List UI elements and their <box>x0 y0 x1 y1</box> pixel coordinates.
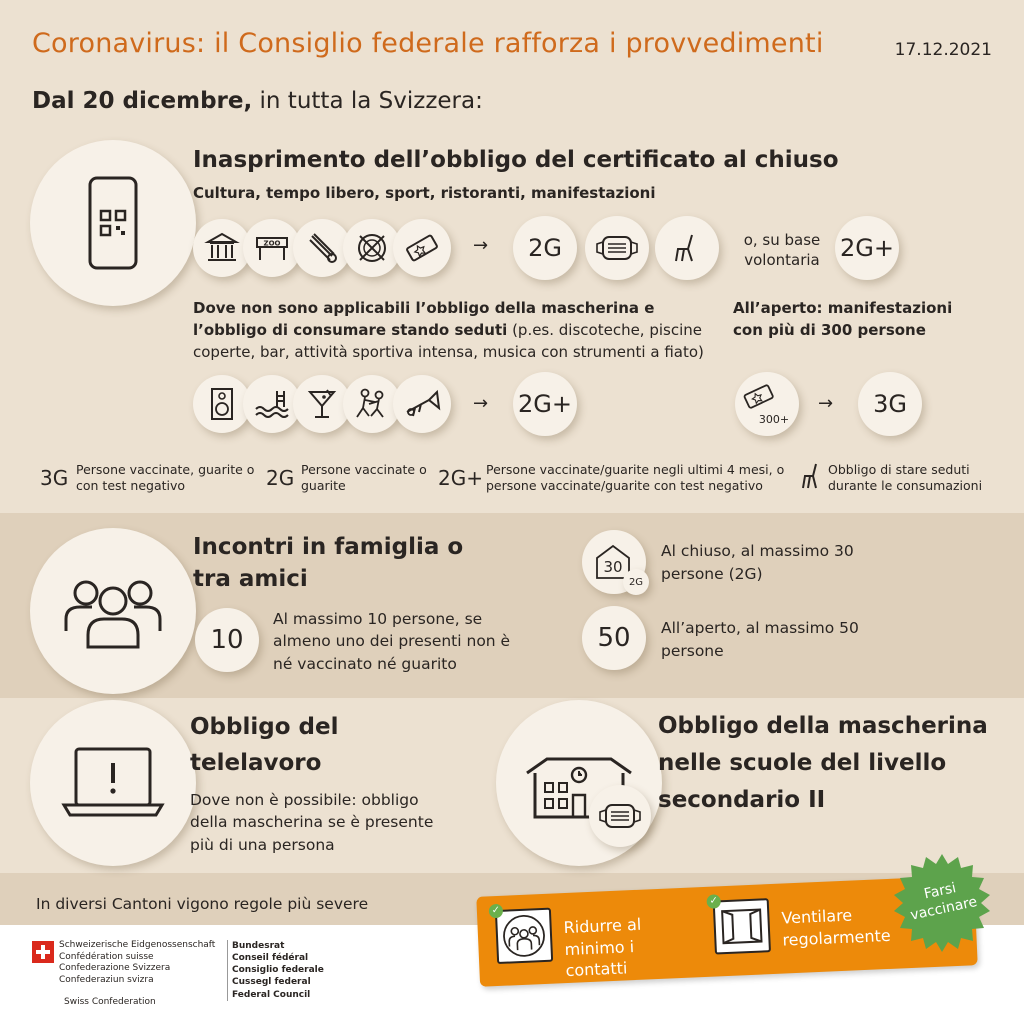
school-mask-heading: Obbligo della mascherina nelle scuole del livello secondario II <box>658 713 988 813</box>
result-2g-plus <box>513 372 577 436</box>
max-10-text: Al massimo 10 persone, se almeno uno dei presenti non è né vaccinato né guarito <box>273 610 511 673</box>
confederation-names <box>59 940 215 987</box>
legend-code-2g: 2G <box>266 466 295 490</box>
page-title: Coronavirus: il Consiglio federale rafforza i provvedimenti <box>32 28 824 59</box>
tip-reduce-contacts: Ridurre al minimo i contatti <box>563 914 642 981</box>
contacts-icon <box>495 908 553 964</box>
legend-text-seated: Obbligo di stare seduti durante le consumazioni <box>828 462 983 494</box>
council-name-de: Bundesrat <box>232 941 285 951</box>
family-heading: Incontri in famiglia o tra amici <box>193 534 464 593</box>
rule2-text <box>193 298 713 363</box>
legend-code-2g-plus: 2G+ <box>438 466 483 490</box>
result-3g <box>858 372 922 436</box>
arrow-icon-3: → <box>818 393 834 414</box>
result-3g-label: 3G <box>873 390 907 418</box>
legend-text-2g-plus: Persone vaccinate/guarite negli ultimi 4 mesi, o persone vaccinate/guarite con test negativo <box>486 462 785 494</box>
confederation-name-rm: Confederaziun svizra <box>59 975 154 986</box>
subtitle-rest: in tutta la Svizzera: <box>252 88 483 114</box>
certificate-subheading: Cultura, tempo libero, sport, ristoranti, manifestazioni <box>193 184 656 202</box>
voluntary-basis-text: o, su base volontaria <box>743 231 821 270</box>
certificate-heading: Inasprimento dell’obbligo del certificato al chiuso <box>193 147 839 173</box>
arrow-icon-2: → <box>473 393 489 414</box>
federal-council-names <box>227 940 324 1001</box>
vaccinate-seal <box>890 852 994 956</box>
chair-icon <box>655 216 719 280</box>
publication-date: 17.12.2021 <box>894 40 992 60</box>
ticket-300-icon <box>735 372 799 436</box>
laptop-warning-icon <box>30 700 196 866</box>
indoor-30-text: Al chiuso, al massimo 30 persone (2G) <box>661 542 854 584</box>
ticket-300-label: 300+ <box>758 413 790 426</box>
school-mask-icon <box>589 785 651 847</box>
tip-ventilate: Ventilare regolarmente <box>781 905 891 950</box>
result-2g-plus-label: 2G+ <box>518 390 572 418</box>
ticket-icon <box>393 219 451 277</box>
result-2g-plus-voluntary <box>835 216 899 280</box>
mask-icon <box>585 216 649 280</box>
council-name-rm: Cussegl federal <box>232 977 311 988</box>
check-icon-2: ✓ <box>706 894 721 909</box>
result-2g-label: 2G <box>528 234 562 262</box>
max-10-label: 10 <box>210 625 244 655</box>
check-icon: ✓ <box>489 904 504 919</box>
zoo-label: ZOO <box>263 239 281 248</box>
house-2g-badge <box>623 569 649 595</box>
confederation-name-it: Confederazione Svizzera <box>59 963 171 974</box>
confederation-name-fr: Confédération suisse <box>59 951 154 962</box>
council-name-it: Consiglio federale <box>232 965 324 976</box>
group-of-people-icon <box>30 528 196 694</box>
swiss-confederation: Swiss Confederation <box>64 997 156 1007</box>
max-50-label: 50 <box>597 623 631 653</box>
legend-code-3g: 3G <box>40 466 69 490</box>
outdoor-events-text: All’aperto: manifestazioni con più di 300 persone <box>733 299 953 339</box>
cantons-note: In diversi Cantoni vigono regole più severe <box>36 895 369 913</box>
result-2g <box>513 216 577 280</box>
subtitle-date: Dal 20 dicembre, <box>32 88 253 114</box>
page-subtitle <box>32 88 483 114</box>
result-2g-plus-voluntary-label: 2G+ <box>840 234 894 262</box>
rule2-text-rest: (p.es. discoteche, piscine coperte, bar, attività sportiva intensa, musica con strumenti a fiato) <box>193 320 704 361</box>
legend-text-2g: Persone vaccinate o guarite <box>301 462 427 494</box>
seal-text: Farsi vaccinare <box>909 880 979 924</box>
legend-text-3g: Persone vaccinate, guarite o con test negativo <box>76 462 255 494</box>
phone-qr-icon <box>30 140 196 306</box>
max-10-badge <box>195 608 259 672</box>
max-50-badge <box>582 606 646 670</box>
telework-heading: Obbligo del telelavoro <box>190 714 339 776</box>
swiss-flag-icon <box>32 941 54 963</box>
chair-legend-icon <box>800 462 822 494</box>
house-30-label: 30 <box>603 558 623 576</box>
arrow-icon: → <box>473 235 489 256</box>
rule2-text-bold: Dove non sono applicabili l’obbligo della mascherina e l’obbligo di consumare stando seduti <box>193 299 655 339</box>
council-name-fr: Conseil fédéral <box>232 953 309 964</box>
council-name-en: Federal Council <box>232 989 311 1000</box>
window-icon <box>713 898 771 954</box>
outdoor-50-text: All’aperto, al massimo 50 persone <box>661 619 859 661</box>
house-2g-label: 2G <box>628 576 644 588</box>
confederation-name-de: Schweizerische Eidgenossenschaft <box>59 940 216 950</box>
telework-text: Dove non è possibile: obbligo della mascherina se è presente più di una persona <box>190 791 434 854</box>
trumpet-icon <box>393 375 451 433</box>
